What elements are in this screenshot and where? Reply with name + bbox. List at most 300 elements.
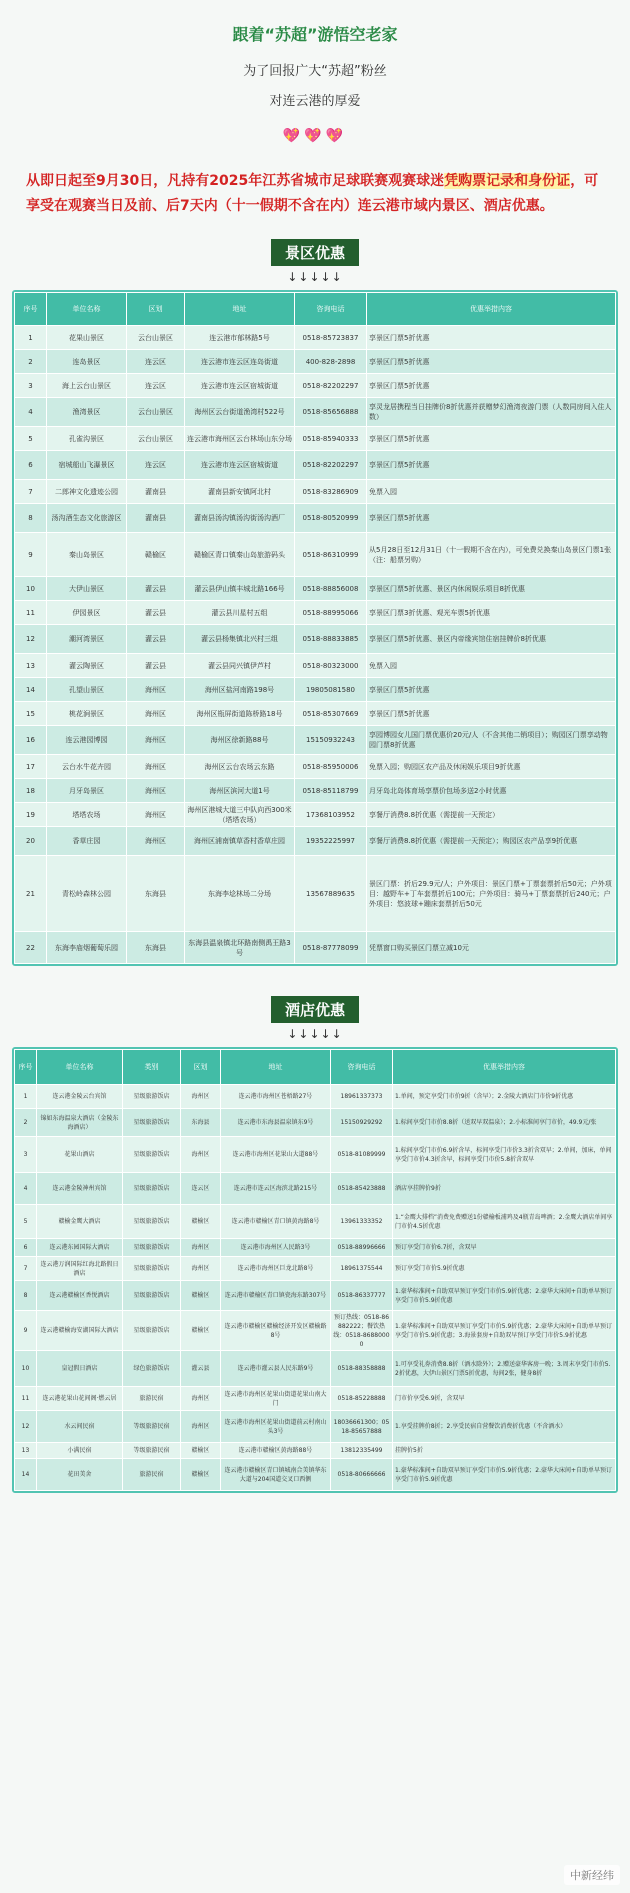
table-row <box>15 678 616 702</box>
table-row <box>15 480 616 504</box>
table-row <box>15 702 616 726</box>
scenic-cell: 0518-83286909 <box>295 480 367 504</box>
hotel-cell: 赣榆金鹰大酒店 <box>37 1205 123 1239</box>
scenic-cell: 享景区门票5折优惠 <box>367 326 616 350</box>
hotel-cell: 星级旅游饭店 <box>123 1173 181 1205</box>
hotel-cell: 绿色旅游饭店 <box>123 1351 181 1387</box>
hotel-column-header: 优惠举措内容 <box>393 1050 616 1085</box>
hotel-table-header <box>15 1050 616 1085</box>
scenic-cell: 享景区门票5折优惠 <box>367 451 616 480</box>
hotel-cell: 1.享受挂牌价8折；2.享受民宿自营餐饮消费折优惠（不含酒水） <box>393 1411 616 1443</box>
scenic-cell: 灌南县 <box>127 504 185 533</box>
hotel-column-header: 类别 <box>123 1050 181 1085</box>
scenic-cell: 海州区滨河大道1号 <box>185 779 295 803</box>
hotel-cell: 1 <box>15 1085 37 1109</box>
hotel-column-header: 序号 <box>15 1050 37 1085</box>
scenic-cell: 7 <box>15 480 47 504</box>
scenic-cell: 塔塔农场 <box>47 803 127 827</box>
hotel-cell: 花果山酒店 <box>37 1137 123 1173</box>
scenic-cell: 灌云县同兴镇伊芦村 <box>185 654 295 678</box>
scenic-cell: 0518-85723837 <box>295 326 367 350</box>
scenic-cell: 0518-88856008 <box>295 577 367 601</box>
hotel-cell: 3 <box>15 1137 37 1173</box>
table-row <box>15 932 616 964</box>
scenic-cell: 连云区 <box>127 350 185 374</box>
table-row <box>15 1109 616 1137</box>
scenic-cell: 9 <box>15 533 47 577</box>
scenic-cell: 16 <box>15 726 47 755</box>
hotel-section-label: 酒店优惠 <box>271 996 359 1023</box>
hotel-cell: 旅游民宿 <box>123 1387 181 1411</box>
hotel-cell: 星级旅游饭店 <box>123 1109 181 1137</box>
notice-paragraph <box>26 169 604 219</box>
scenic-cell: 0518-80323000 <box>295 654 367 678</box>
scenic-cell: 海上云台山景区 <box>47 374 127 398</box>
table-row <box>15 1459 616 1491</box>
scenic-cell: 0518-85118799 <box>295 779 367 803</box>
scenic-table-header <box>15 293 616 326</box>
table-row <box>15 451 616 480</box>
hotel-cell: 海州区 <box>181 1137 221 1173</box>
scenic-cell: 享景区门票5折优惠 <box>367 504 616 533</box>
hotel-cell: 13 <box>15 1443 37 1459</box>
hotel-cell: 花田美舍 <box>37 1459 123 1491</box>
table-row <box>15 1205 616 1239</box>
hotel-cell: 等级旅游民宿 <box>123 1411 181 1443</box>
hotel-cell: 4 <box>15 1173 37 1205</box>
scenic-cell: 享景区门票5折优惠、景区内帝缘宾馆住宿挂牌价8折优惠 <box>367 625 616 654</box>
hotel-cell: 连云港金陵云台宾馆 <box>37 1085 123 1109</box>
hotel-column-header: 单位名称 <box>37 1050 123 1085</box>
hotel-cell: 星级旅游饭店 <box>123 1281 181 1311</box>
scenic-cell: 22 <box>15 932 47 964</box>
hotel-cell: 连云港市海州区花果山大道88号 <box>221 1137 331 1173</box>
hotel-cell: 1.可享受礼券消费8.8折（酒水除外）；2.赠送豪华客房一晚；3.周末享受门市价5.2折优惠，大伊山景区门票5折优惠，每间2张，健身8折 <box>393 1351 616 1387</box>
scenic-cell: 0518-88995066 <box>295 601 367 625</box>
scenic-cell: 渔湾景区 <box>47 398 127 427</box>
table-row <box>15 1085 616 1109</box>
scenic-cell: 13567889635 <box>295 856 367 932</box>
scenic-cell: 享景区门票5折优惠 <box>367 678 616 702</box>
scenic-cell: 免票入园 <box>367 480 616 504</box>
scenic-cell: 4 <box>15 398 47 427</box>
hotel-cell: 18961337373 <box>331 1085 393 1109</box>
hotel-cell: 连云港东园国际大酒店 <box>37 1239 123 1257</box>
scenic-cell: 1 <box>15 326 47 350</box>
hotel-cell: 15150929292 <box>331 1109 393 1137</box>
scenic-cell: 享景区门票5折优惠 <box>367 427 616 451</box>
hotel-cell: 门市价享受6.9折，含双早 <box>393 1387 616 1411</box>
table-row <box>15 1239 616 1257</box>
hotel-cell: 连云港市赣榆区青口镇城南合美镇华东大道与204国道交叉口西侧 <box>221 1459 331 1491</box>
scenic-cell: 二郎神文化遗迹公园 <box>47 480 127 504</box>
hotel-cell: 6 <box>15 1239 37 1257</box>
hotel-cell: 18036661300；0518-85657888 <box>331 1411 393 1443</box>
scenic-cell: 灌云县 <box>127 654 185 678</box>
scenic-cell: 享园博园女儿国门票优惠价20元/人（不含其他二销项目）；购园区门票享动物园门票8折优惠 <box>367 726 616 755</box>
scenic-column-header: 单位名称 <box>47 293 127 326</box>
scenic-cell: 0518-87778099 <box>295 932 367 964</box>
table-row <box>15 625 616 654</box>
hotel-cell: 海州区 <box>181 1387 221 1411</box>
hotel-column-header: 地址 <box>221 1050 331 1085</box>
hotel-cell: 1.豪华标准间+自助双早预订享受门市价5.9折优惠；2.豪华大床间+自助单早预订享受门市价5.9折优惠；3.海景套房+自助双早预订享受门市价5.9折优惠 <box>393 1311 616 1351</box>
hotel-cell: 14 <box>15 1459 37 1491</box>
scenic-cell: 连云港市连云区宿城街道 <box>185 374 295 398</box>
notice-highlight: 凭购票记录和身份证 <box>444 173 571 189</box>
hotel-cell: 连云港市赣榆区青口镇黄海路8号 <box>221 1205 331 1239</box>
scenic-cell: 海州区盐河南路198号 <box>185 678 295 702</box>
table-row <box>15 533 616 577</box>
scenic-cell: 东海县 <box>127 856 185 932</box>
hotel-cell: 连云港市海州区花果山街道花果山南大门 <box>221 1387 331 1411</box>
scenic-table-body <box>15 326 616 964</box>
scenic-cell: 享景区门票5折优惠 <box>367 702 616 726</box>
scenic-cell: 灌南县新安镇阿北村 <box>185 480 295 504</box>
notice-part-2: ，可享受在观赛当日及前、后7天内（十一假期不含在内）连云港市域内景区、酒店优惠。 <box>26 173 599 214</box>
hotel-column-header: 咨询电话 <box>331 1050 393 1085</box>
scenic-section-label: 景区优惠 <box>271 239 359 266</box>
table-row <box>15 326 616 350</box>
hotel-cell: 连云港市赣榆区赣榆经济开发区赣榆路8号 <box>221 1311 331 1351</box>
hotel-cell: 18961375544 <box>331 1257 393 1281</box>
scenic-cell: 5 <box>15 427 47 451</box>
hotel-table <box>14 1049 616 1491</box>
scenic-cell: 0518-85307669 <box>295 702 367 726</box>
scenic-cell: 连岛景区 <box>47 350 127 374</box>
hotel-section-header <box>0 996 630 1041</box>
hotel-cell: 7 <box>15 1257 37 1281</box>
scenic-cell: 东海李庙烟葡萄乐园 <box>47 932 127 964</box>
scenic-column-header: 咨询电话 <box>295 293 367 326</box>
hotel-cell: 连云港市赣榆区青口镇瓷海东路307号 <box>221 1281 331 1311</box>
scenic-cell: 享景区门票5折优惠、景区内休闲娱乐项目8折优惠 <box>367 577 616 601</box>
hotel-cell: 2 <box>15 1109 37 1137</box>
hotel-table-body <box>15 1085 616 1491</box>
hotel-cell: 连云港市海州区巨龙北路8号 <box>221 1257 331 1281</box>
scenic-cell: 香草庄园 <box>47 827 127 856</box>
scenic-cell: 海州区浦南镇草香村香草庄园 <box>185 827 295 856</box>
scenic-cell: 0518-82202297 <box>295 374 367 398</box>
hotel-cell: 预订热线：0518-86882222；餐饮热线：0518-86880000 <box>331 1311 393 1351</box>
scenic-cell: 潮河湾景区 <box>47 625 127 654</box>
scenic-cell: 月牙岛北岛体育场享票价包场多送2小时优惠 <box>367 779 616 803</box>
watermark-logo: 中新经纬 <box>564 1865 620 1885</box>
hotel-cell: 9 <box>15 1311 37 1351</box>
hotel-cell: 0518-86337777 <box>331 1281 393 1311</box>
table-row <box>15 755 616 779</box>
hotel-cell: 星级旅游饭店 <box>123 1311 181 1351</box>
hotel-cell: 1.标间享受门市价6.9折含早，标间享受门市价3.3折含双早；2.单间，加床，单间享受门市价4.3折含早，标间享受门市价5.8折含双早 <box>393 1137 616 1173</box>
hotel-cell: 12 <box>15 1411 37 1443</box>
scenic-cell: 灌南县汤沟镇汤沟街汤沟酒厂 <box>185 504 295 533</box>
hotel-cell: 1.豪华标准间+自助双早预订享受门市价5.9折优惠；2.豪华大床间+自助单早预订享受门市价5.9折优惠 <box>393 1459 616 1491</box>
table-row <box>15 504 616 533</box>
scenic-cell: 15 <box>15 702 47 726</box>
table-row <box>15 1443 616 1459</box>
hotel-cell: 锦如东海温泉大酒店（金陵东海酒店） <box>37 1109 123 1137</box>
scenic-cell: 灌云县 <box>127 625 185 654</box>
hotel-cell: 皇冠假日酒店 <box>37 1351 123 1387</box>
notice-part-1: 从即日起至9月30日，凡持有2025年江苏省城市足球联赛观赛球迷 <box>26 173 445 189</box>
scenic-column-header: 优惠举措内容 <box>367 293 616 326</box>
hotel-cell: 赣榆区 <box>181 1443 221 1459</box>
scenic-cell: 3 <box>15 374 47 398</box>
scenic-cell: 享餐厅消费8.8折优惠（需提前一天预定） <box>367 803 616 827</box>
hotel-cell: 星级旅游饭店 <box>123 1257 181 1281</box>
hotel-cell: 0518-88358888 <box>331 1351 393 1387</box>
hotel-cell: 小满民宿 <box>37 1443 123 1459</box>
scenic-cell: 灌云县 <box>127 601 185 625</box>
hotel-cell: 8 <box>15 1281 37 1311</box>
scenic-cell: 连云港市海州区云台林场山东分场 <box>185 427 295 451</box>
scenic-cell: 桃花涧景区 <box>47 702 127 726</box>
scenic-cell: 13 <box>15 654 47 678</box>
hotel-cell: 连云港花果山花间阁·燃云居 <box>37 1387 123 1411</box>
hotel-cell: 赣榆区 <box>181 1281 221 1311</box>
scenic-column-header: 区划 <box>127 293 185 326</box>
scenic-cell: 云台山景区 <box>127 326 185 350</box>
hotel-cell: 星级旅游饭店 <box>123 1205 181 1239</box>
hotel-table-wrapper <box>12 1047 618 1493</box>
hotel-cell: 1.“金鹰大排档”消费免费赠送1份赣榆板浦鸡及4瓶青岛啤酒；2.金鹰大酒店单间享门市价4.5折优惠 <box>393 1205 616 1239</box>
subtitle-line-2: 对连云港的厚爱 <box>269 94 361 109</box>
hotel-cell: 连云港万润国际红海北路假日酒店 <box>37 1257 123 1281</box>
scenic-cell: 灌南县 <box>127 480 185 504</box>
scenic-cell: 云台山景区 <box>127 398 185 427</box>
scenic-cell: 伊园景区 <box>47 601 127 625</box>
scenic-cell: 19352225997 <box>295 827 367 856</box>
scenic-cell: 连云港园博园 <box>47 726 127 755</box>
scenic-cell: 灌云陶景区 <box>47 654 127 678</box>
table-row <box>15 1281 616 1311</box>
scenic-cell: 景区门票：折后29.9元/人；户外项目：景区门票+丁票套票折后50元；户外项目：越野车+丁车套票折后100元；户外项目：骑马+丁票套票折后240元；户外项目：悠波球+蹦床套票折后50元 <box>367 856 616 932</box>
scenic-cell: 12 <box>15 625 47 654</box>
scenic-cell: 11 <box>15 601 47 625</box>
hotel-cell: 1.标间享受门市价8.8折（送双早双温泉）；2.小标准间享门市价，49.9元/张 <box>393 1109 616 1137</box>
scenic-cell: 400-828-2898 <box>295 350 367 374</box>
scenic-cell: 享景区门票3折优惠、观光车票5折优惠 <box>367 601 616 625</box>
scenic-cell: 海州区 <box>127 779 185 803</box>
scenic-cell: 东海李埝林场二分场 <box>185 856 295 932</box>
scenic-cell: 10 <box>15 577 47 601</box>
hotel-cell: 1.单间，预定享受门市价9折（含早）；2.金陵大酒店门市价9折优惠 <box>393 1085 616 1109</box>
scenic-cell: 海州区瓶屏街道陈桥路18号 <box>185 702 295 726</box>
scenic-cell: 享景区门票5折优惠 <box>367 350 616 374</box>
scenic-section-header <box>0 239 630 284</box>
hotel-cell: 连云港市灌云县人民东路9号 <box>221 1351 331 1387</box>
hotel-cell: 连云港赣榆区香悦酒店 <box>37 1281 123 1311</box>
hotel-cell: 连云港市海州区花果山街道前云村南山头3号 <box>221 1411 331 1443</box>
hotel-cell: 海州区 <box>181 1239 221 1257</box>
scenic-cell: 连云港市连云区宿城街道 <box>185 451 295 480</box>
scenic-cell: 海州区港城大道三中队向西300米（塔塔农场） <box>185 803 295 827</box>
hotel-cell: 赣榆区 <box>181 1311 221 1351</box>
hotel-cell: 连云区 <box>181 1173 221 1205</box>
down-arrows-icon: ↓↓↓↓↓ <box>287 1027 343 1041</box>
scenic-cell: 灌云县 <box>127 577 185 601</box>
scenic-cell: 灌云县川星村五组 <box>185 601 295 625</box>
scenic-cell: 云台水牛花卉园 <box>47 755 127 779</box>
hotel-cell: 海州区 <box>181 1085 221 1109</box>
table-row <box>15 803 616 827</box>
hotel-cell: 连云港金陵神州宾馆 <box>37 1173 123 1205</box>
hotel-cell: 灌云县 <box>181 1351 221 1387</box>
scenic-cell: 0518-85656888 <box>295 398 367 427</box>
table-row <box>15 1311 616 1351</box>
hotel-cell: 旅游民宿 <box>123 1459 181 1491</box>
table-row <box>15 779 616 803</box>
scenic-cell: 18 <box>15 779 47 803</box>
scenic-cell: 19 <box>15 803 47 827</box>
hotel-cell: 酒店享挂牌价9折 <box>393 1173 616 1205</box>
hotel-cell: 11 <box>15 1387 37 1411</box>
scenic-cell: 19805081580 <box>295 678 367 702</box>
table-row <box>15 601 616 625</box>
table-row <box>15 1173 616 1205</box>
table-row <box>15 374 616 398</box>
scenic-cell: 秦山岛景区 <box>47 533 127 577</box>
page-title: 跟着“苏超”游悟空老家 <box>232 25 398 44</box>
hotel-cell: 星级旅游饭店 <box>123 1137 181 1173</box>
table-row <box>15 827 616 856</box>
scenic-cell: 海州区徐新路88号 <box>185 726 295 755</box>
hotel-cell: 1.豪华标准间+自助双早预订享受门市价5.9折优惠；2.豪华大床间+自助单早预订享受门市价5.9折优惠 <box>393 1281 616 1311</box>
table-row <box>15 1137 616 1173</box>
scenic-cell: 17368103952 <box>295 803 367 827</box>
table-row <box>15 427 616 451</box>
down-arrows-icon: ↓↓↓↓↓ <box>287 270 343 284</box>
scenic-cell: 连云区 <box>127 374 185 398</box>
hotel-cell: 海州区 <box>181 1411 221 1443</box>
scenic-table-wrapper <box>12 290 618 966</box>
hotel-cell: 星级旅游饭店 <box>123 1239 181 1257</box>
scenic-cell: 从5月28日至12月31日（十一假期不含在内），可免费兑换秦山岛景区门票1张（注：船票另购） <box>367 533 616 577</box>
scenic-cell: 海州区云台农场云东路 <box>185 755 295 779</box>
scenic-cell: 15150932243 <box>295 726 367 755</box>
scenic-cell: 东海县 <box>127 932 185 964</box>
scenic-cell: 海州区 <box>127 726 185 755</box>
hotel-cell: 等级旅游民宿 <box>123 1443 181 1459</box>
scenic-cell: 6 <box>15 451 47 480</box>
hotel-cell: 0518-85228888 <box>331 1387 393 1411</box>
scenic-cell: 赣榆区 <box>127 533 185 577</box>
hotel-cell: 星级旅游饭店 <box>123 1085 181 1109</box>
scenic-cell: 海州区 <box>127 702 185 726</box>
scenic-cell: 海州区 <box>127 803 185 827</box>
hotel-cell: 连云港赣榆海安湖国际大酒店 <box>37 1311 123 1351</box>
hotel-cell: 13961333352 <box>331 1205 393 1239</box>
hotel-cell: 0518-80666666 <box>331 1459 393 1491</box>
scenic-cell: 海州区 <box>127 755 185 779</box>
scenic-cell: 享景区门票5折优惠 <box>367 374 616 398</box>
scenic-cell: 0518-85950006 <box>295 755 367 779</box>
subtitle-line-1: 为了回报广大“苏超”粉丝 <box>243 64 387 79</box>
scenic-cell: 20 <box>15 827 47 856</box>
scenic-cell: 花果山景区 <box>47 326 127 350</box>
hotel-cell: 赣榆区 <box>181 1205 221 1239</box>
scenic-cell: 连云港市郁林路5号 <box>185 326 295 350</box>
scenic-cell: 海州区 <box>127 827 185 856</box>
hotel-cell: 连云港市东海县温泉镇东9号 <box>221 1109 331 1137</box>
scenic-cell: 赣榆区青口镇秦山岛旅游码头 <box>185 533 295 577</box>
scenic-cell: 17 <box>15 755 47 779</box>
scenic-cell: 云台山景区 <box>127 427 185 451</box>
hotel-cell: 东海县 <box>181 1109 221 1137</box>
hotel-cell: 连云港市海州区人民路3号 <box>221 1239 331 1257</box>
scenic-cell: 海州区 <box>127 678 185 702</box>
table-row <box>15 350 616 374</box>
hotel-cell: 0518-85423888 <box>331 1173 393 1205</box>
scenic-cell: 汤沟酒生态文化旅游区 <box>47 504 127 533</box>
scenic-cell: 东海县温泉镇北环路南侧禹王路3号 <box>185 932 295 964</box>
scenic-cell: 宿城船山飞瀑景区 <box>47 451 127 480</box>
scenic-cell: 灌云县伊山镇丰城北路166号 <box>185 577 295 601</box>
scenic-cell: 海州区云台街道渔湾村522号 <box>185 398 295 427</box>
scenic-cell: 孔雀沟景区 <box>47 427 127 451</box>
hotel-cell: 13812335499 <box>331 1443 393 1459</box>
scenic-cell: 孔望山景区 <box>47 678 127 702</box>
hotel-cell: 10 <box>15 1351 37 1387</box>
hotel-cell: 连云港市海州区苍梧路27号 <box>221 1085 331 1109</box>
scenic-cell: 8 <box>15 504 47 533</box>
scenic-cell: 享灵龙居携程当日挂牌价8折优惠并获赠梦幻渔湾夜游门票（人数同房间入住人数） <box>367 398 616 427</box>
hotel-cell: 5 <box>15 1205 37 1239</box>
hotel-cell: 挂牌价5折 <box>393 1443 616 1459</box>
table-row <box>15 654 616 678</box>
scenic-table <box>14 292 616 964</box>
scenic-cell: 免票入园 <box>367 654 616 678</box>
hotel-cell: 0518-88996666 <box>331 1239 393 1257</box>
table-row <box>15 726 616 755</box>
hotel-cell: 0518-81089999 <box>331 1137 393 1173</box>
scenic-cell: 0518-82202297 <box>295 451 367 480</box>
scenic-cell: 0518-86310999 <box>295 533 367 577</box>
scenic-cell: 免票入园；购园区农产品及休闲娱乐项目9折优惠 <box>367 755 616 779</box>
table-row <box>15 1387 616 1411</box>
scenic-cell: 月牙岛景区 <box>47 779 127 803</box>
hotel-cell: 连云港市连云区海滨北路215号 <box>221 1173 331 1205</box>
scenic-cell: 2 <box>15 350 47 374</box>
scenic-cell: 灌云县杨集镇北兴村三组 <box>185 625 295 654</box>
table-row <box>15 856 616 932</box>
hotel-cell: 连云港市赣榆区黄海路88号 <box>221 1443 331 1459</box>
hotel-cell: 水云间民宿 <box>37 1411 123 1443</box>
table-row <box>15 1257 616 1281</box>
scenic-column-header: 序号 <box>15 293 47 326</box>
hotel-cell: 预订享受门市价6.7折，含双早 <box>393 1239 616 1257</box>
table-row <box>15 1351 616 1387</box>
hotel-cell: 海州区 <box>181 1257 221 1281</box>
scenic-cell: 享餐厅消费8.8折优惠（需提前一天预定）；购园区农产品享9折优惠 <box>367 827 616 856</box>
scenic-cell: 0518-85940333 <box>295 427 367 451</box>
scenic-cell: 大伊山景区 <box>47 577 127 601</box>
scenic-cell: 连云区 <box>127 451 185 480</box>
hotel-column-header: 区划 <box>181 1050 221 1085</box>
heart-icons: 💖💖💖 <box>282 128 348 144</box>
hotel-cell: 预订享受门市价5.9折优惠 <box>393 1257 616 1281</box>
table-row <box>15 577 616 601</box>
hotel-cell: 赣榆区 <box>181 1459 221 1491</box>
table-row <box>15 1411 616 1443</box>
scenic-cell: 凭票窗口购买景区门票立减10元 <box>367 932 616 964</box>
scenic-cell: 21 <box>15 856 47 932</box>
scenic-cell: 0518-88833885 <box>295 625 367 654</box>
scenic-cell: 连云港市连云区连岛街道 <box>185 350 295 374</box>
table-row <box>15 398 616 427</box>
scenic-column-header: 地址 <box>185 293 295 326</box>
scenic-cell: 青松岭森林公园 <box>47 856 127 932</box>
